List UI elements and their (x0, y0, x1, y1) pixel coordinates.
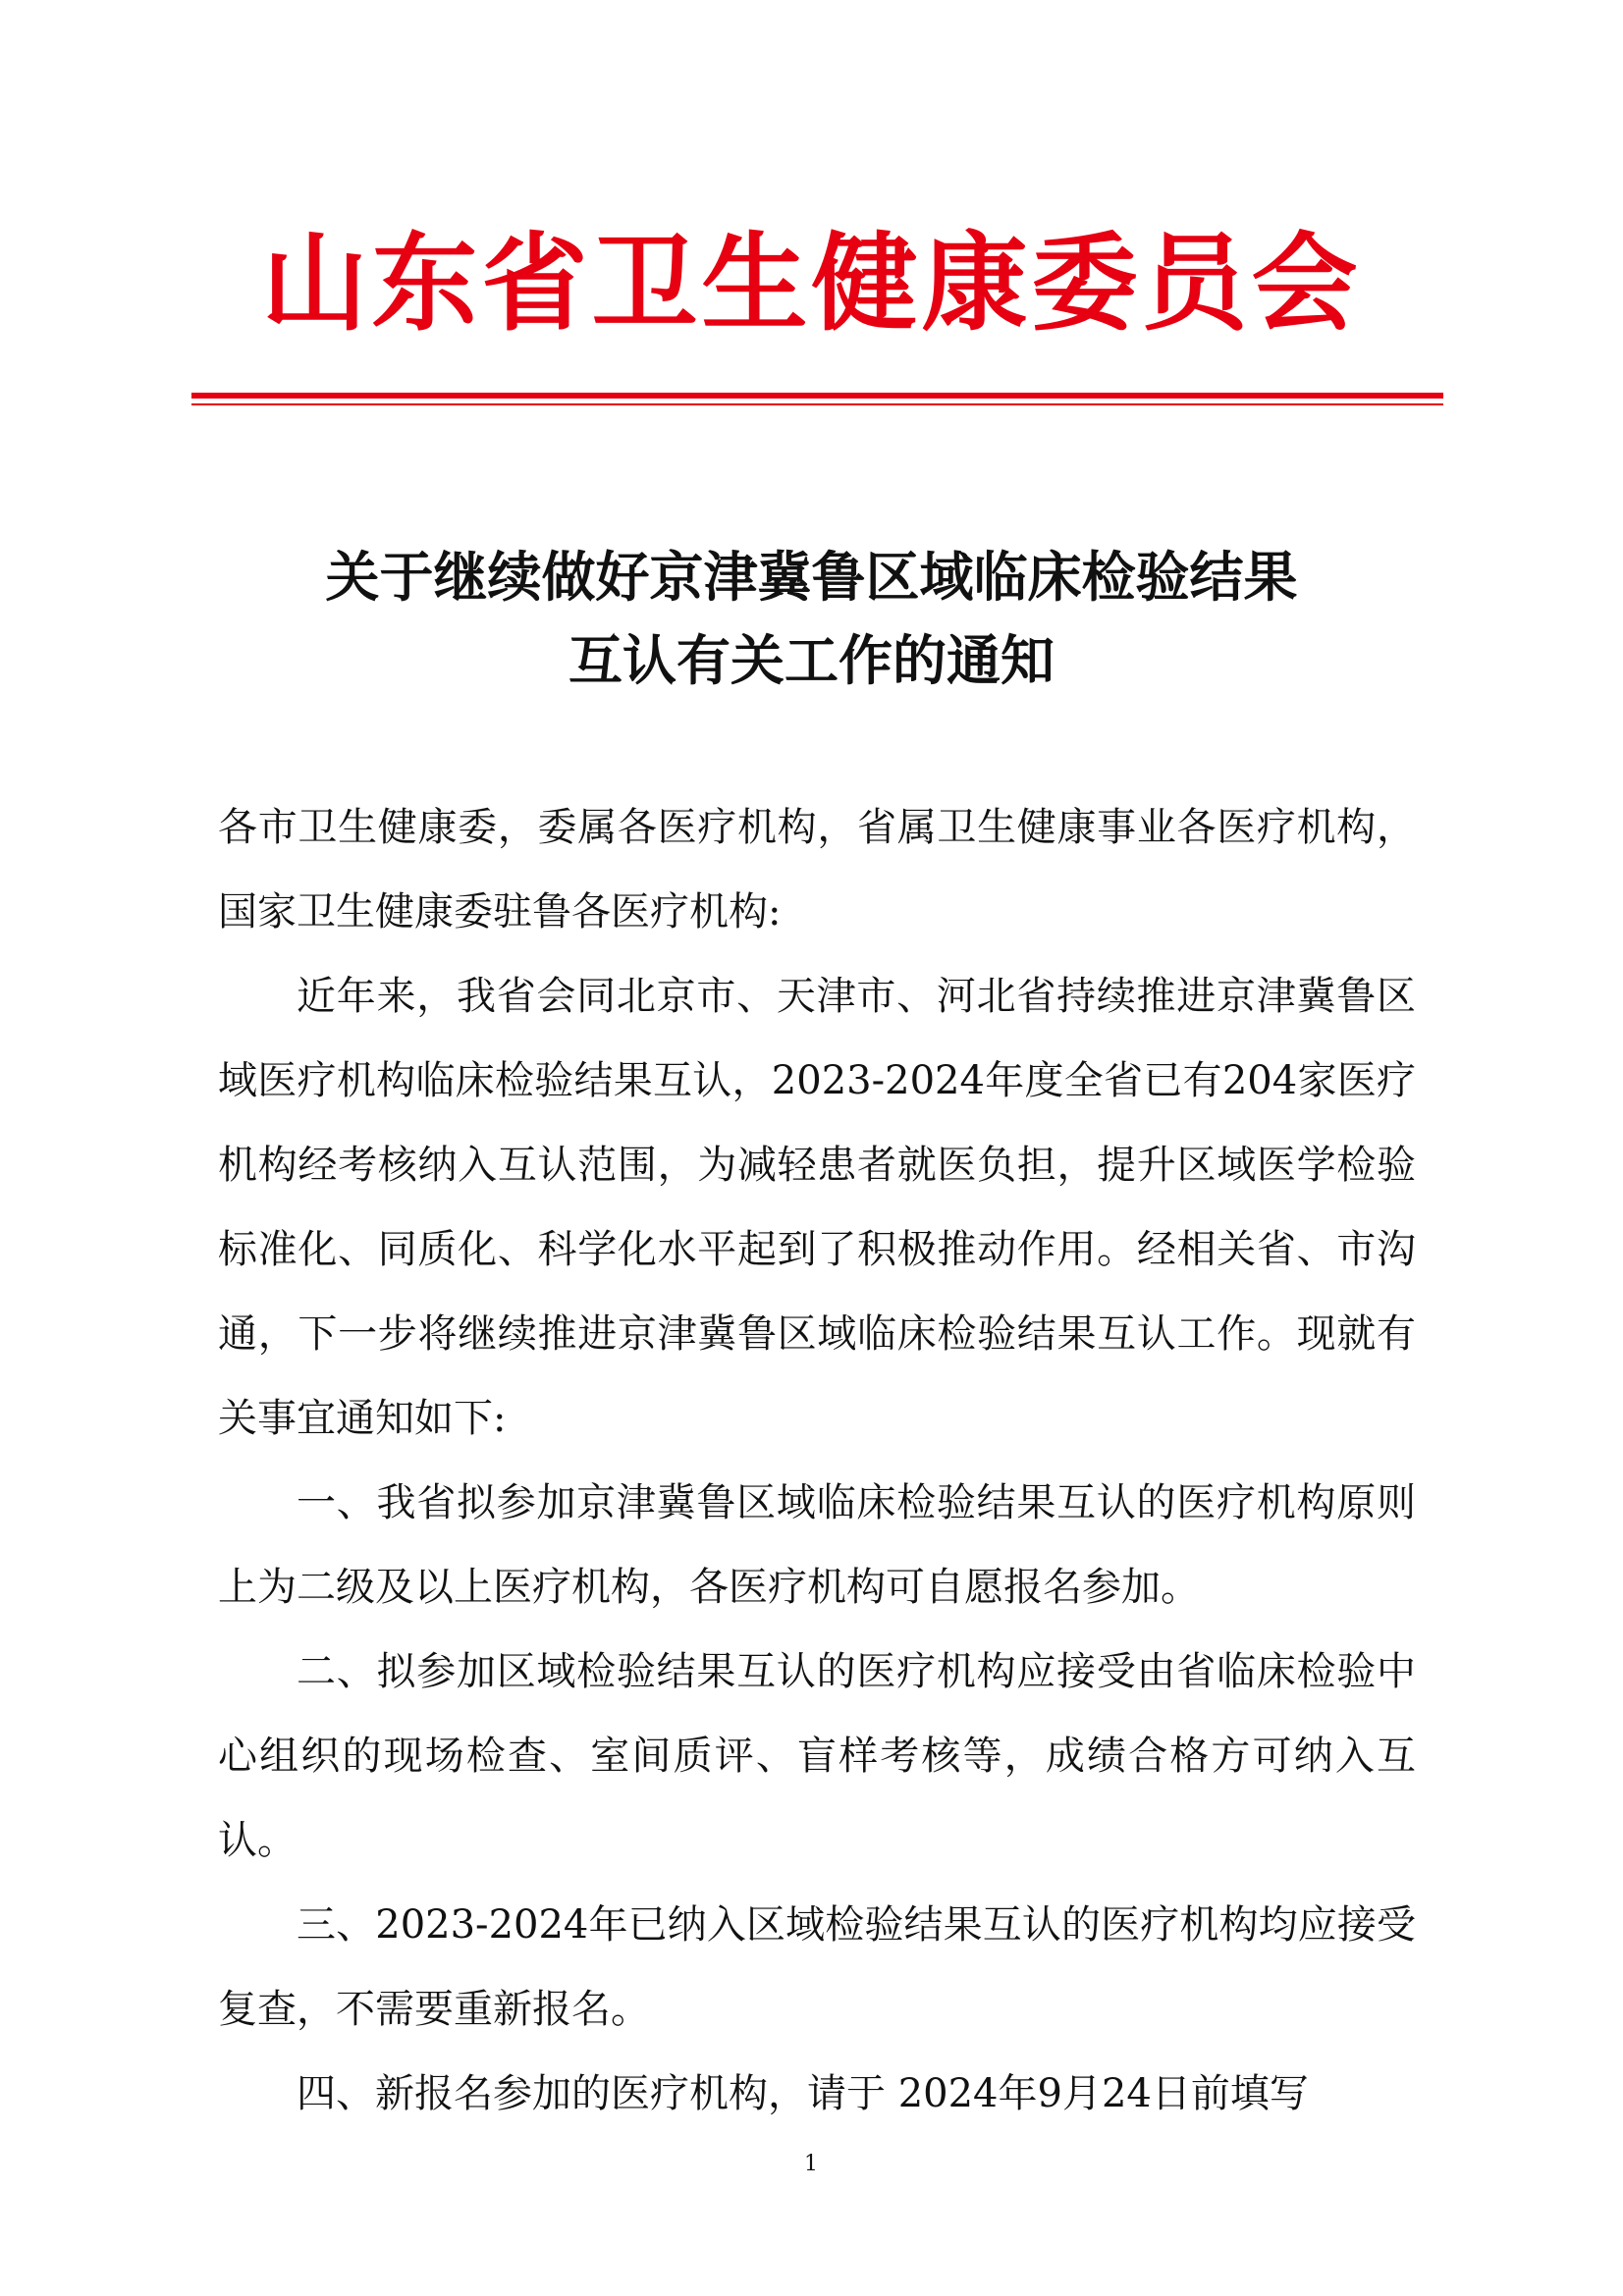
document-title (147, 535, 1476, 702)
issuing-authority-header: 山东省卫生健康委员会 (261, 223, 1362, 346)
body-paragraph-item-1: 一、我省拟参加京津冀鲁区域临床检验结果互认的医疗机构原则上为二级及以上医疗机构，各医疗机构可自愿报名参加。 (218, 1480, 1416, 1610)
body-paragraph-intro: 近年来，我省会同北京市、天津市、河北省持续推进京津冀鲁区域医疗机构临床检验结果互认，2023-2024年度全省已有204家医疗机构经考核纳入互认范围，为减轻患者就医负担，提升区域医学检验标准化、同质化、科学化水平起到了积极推动作用。经相关省、市沟通，下一步将继续推进京津冀鲁区域临床检验结果互认工作。现就有关事宜通知如下: (218, 974, 1416, 1441)
document-title-line-1: 关于继续做好京津冀鲁区域临床检验结果 (325, 545, 1298, 609)
page-number: 1 (804, 2152, 818, 2176)
document-body (218, 785, 1416, 2136)
red-header-rule-thin (191, 403, 1443, 405)
addressee-line: 各市卫生健康委，委属各医疗机构，省属卫生健康事业各医疗机构，国家卫生健康委驻鲁各医疗机构: (218, 805, 1416, 934)
body-paragraph-item-4: 四、新报名参加的医疗机构，请于 2024年9月24日前填写 (297, 2071, 1309, 2116)
body-paragraph-item-3: 三、2023-2024年已纳入区域检验结果互认的医疗机构均应接受复查，不需要重新报名。 (218, 1902, 1416, 2032)
document-title-line-2: 互认有关工作的通知 (568, 628, 1055, 692)
red-header-rule-thick (191, 393, 1443, 399)
body-paragraph-item-2: 二、拟参加区域检验结果互认的医疗机构应接受由省临床检验中心组织的现场检查、室间质评、盲样考核等，成绩合格方可纳入互认。 (218, 1649, 1416, 1863)
